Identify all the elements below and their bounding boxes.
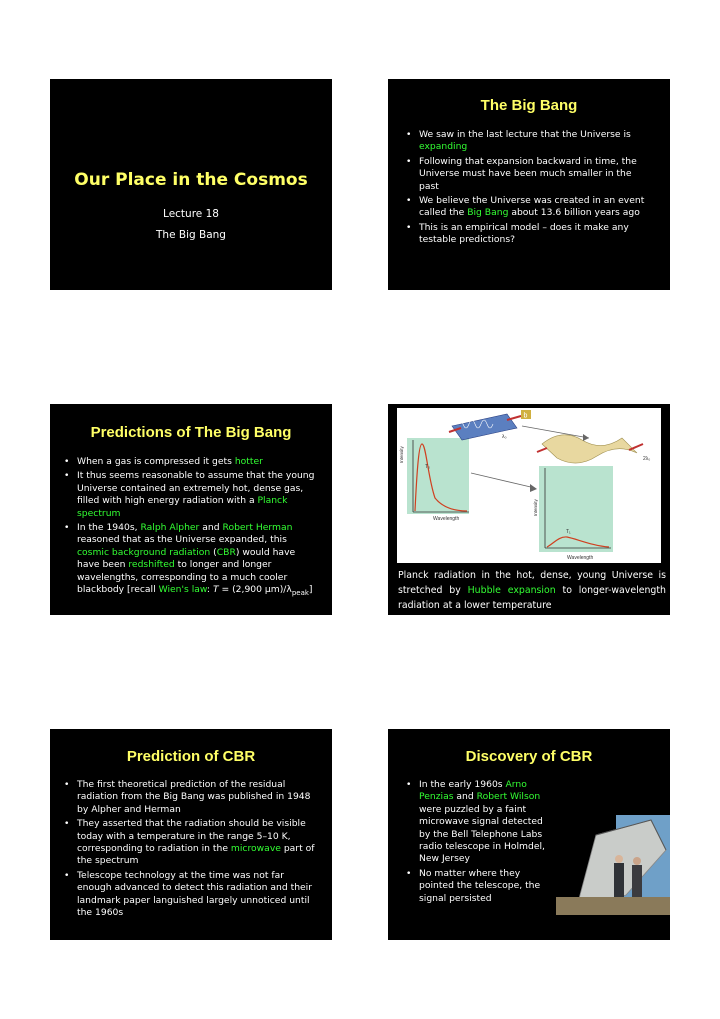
slide-prediction-cbr [50, 729, 332, 940]
bullet-item: • In the 1940s, Ralph Alpher and Robert Herman reasoned that as the Universe expanded, this cosmic background radiation (CBR) would have have been redshifted to longer and longer wavelengths, corresponding to a much cooler blackbody [recall Wien's law: T = (2,900 $\mu m)/\lambda_{peak}$] [63, 522, 319, 599]
lambda-label: λ₀ [502, 434, 507, 440]
bullet-item: • In the early 1960s Arno Penzias and Robert Wilson were puzzled by a faint microwave signal detected by the Bell Telephone Labs radio telescope in Holmdel, New Jersey [405, 779, 557, 866]
bullet-item: • No matter where they pointed the telescope, the signal persisted [405, 868, 557, 905]
slide-title: The Big Bang [480, 97, 578, 114]
t0-label: T₀ [425, 464, 431, 470]
t1-label: T₁ [566, 529, 571, 535]
bullet-item: • They asserted that the radiation should be visible today with a temperature in the range 5–10 K, corresponding to radiation in the microwave part of the spectrum [63, 818, 319, 868]
slide-discovery-cbr [388, 729, 670, 940]
badge-text: b [523, 412, 528, 420]
bullet-item: • This is an empirical model – does it make any testable predictions? [405, 222, 653, 247]
short-wave [449, 414, 521, 440]
slide-title [50, 79, 332, 290]
left-panel-bg [407, 438, 469, 514]
intensity-label-1: Intensity [399, 446, 404, 463]
lecture-number: Lecture 18 [163, 208, 219, 220]
figure-svg [397, 408, 661, 563]
two-lambda-label: 2λ₀ [643, 456, 651, 462]
intensity-label-2: Intensity [533, 499, 538, 516]
planck-stretch-figure [397, 408, 661, 563]
slide-title: Prediction of CBR [126, 748, 256, 765]
bullet-item: • We saw in the last lecture that the Universe is expanding [405, 129, 653, 154]
wavelength-label-2: Wavelength [567, 555, 594, 561]
slide-big-bang [388, 79, 670, 290]
bullet-item: • We believe the Universe was created in an event called the Big Bang about 13.6 billion years ago [405, 195, 653, 220]
bullet-list [405, 779, 557, 907]
bullet-list [405, 129, 653, 249]
bullet-list [63, 779, 319, 921]
figure-caption: Planck radiation in the hot, dense, young Universe is stretched by Hubble expansion to longer-wavelength radiation at a lower temperature [398, 570, 667, 611]
bullet-item: • The first theoretical prediction of the residual radiation from the Big Bang was published in 1948 by Alpher and Herman [63, 779, 319, 816]
bullet-item: • Telescope technology at the time was not far enough advanced to detect this radiation and their landmark paper languished largely unnoticed until the 1960s [63, 870, 319, 920]
slide-title: Predictions of The Big Bang [90, 424, 292, 441]
slide-predictions [50, 404, 332, 615]
bullet-item: • It thus seems reasonable to assume that the young Universe contained an extremely hot, dense gas, filled with high energy radiation with a Planck spectrum [63, 470, 319, 520]
slide-planck-figure [388, 404, 670, 615]
presentation-title: Our Place in the Cosmos [74, 170, 308, 190]
bullet-item: • Following that expansion backward in time, the Universe must have been much smaller in the past [405, 156, 653, 193]
lecture-topic: The Big Bang [156, 229, 226, 241]
long-wave [537, 435, 643, 463]
horn-antenna-photo [556, 815, 670, 915]
bullet-list [63, 456, 319, 601]
bullet-item: • When a gas is compressed it gets hotter [63, 456, 319, 468]
wavelength-label-1: Wavelength [433, 516, 460, 522]
slide-title: Discovery of CBR [465, 748, 593, 765]
